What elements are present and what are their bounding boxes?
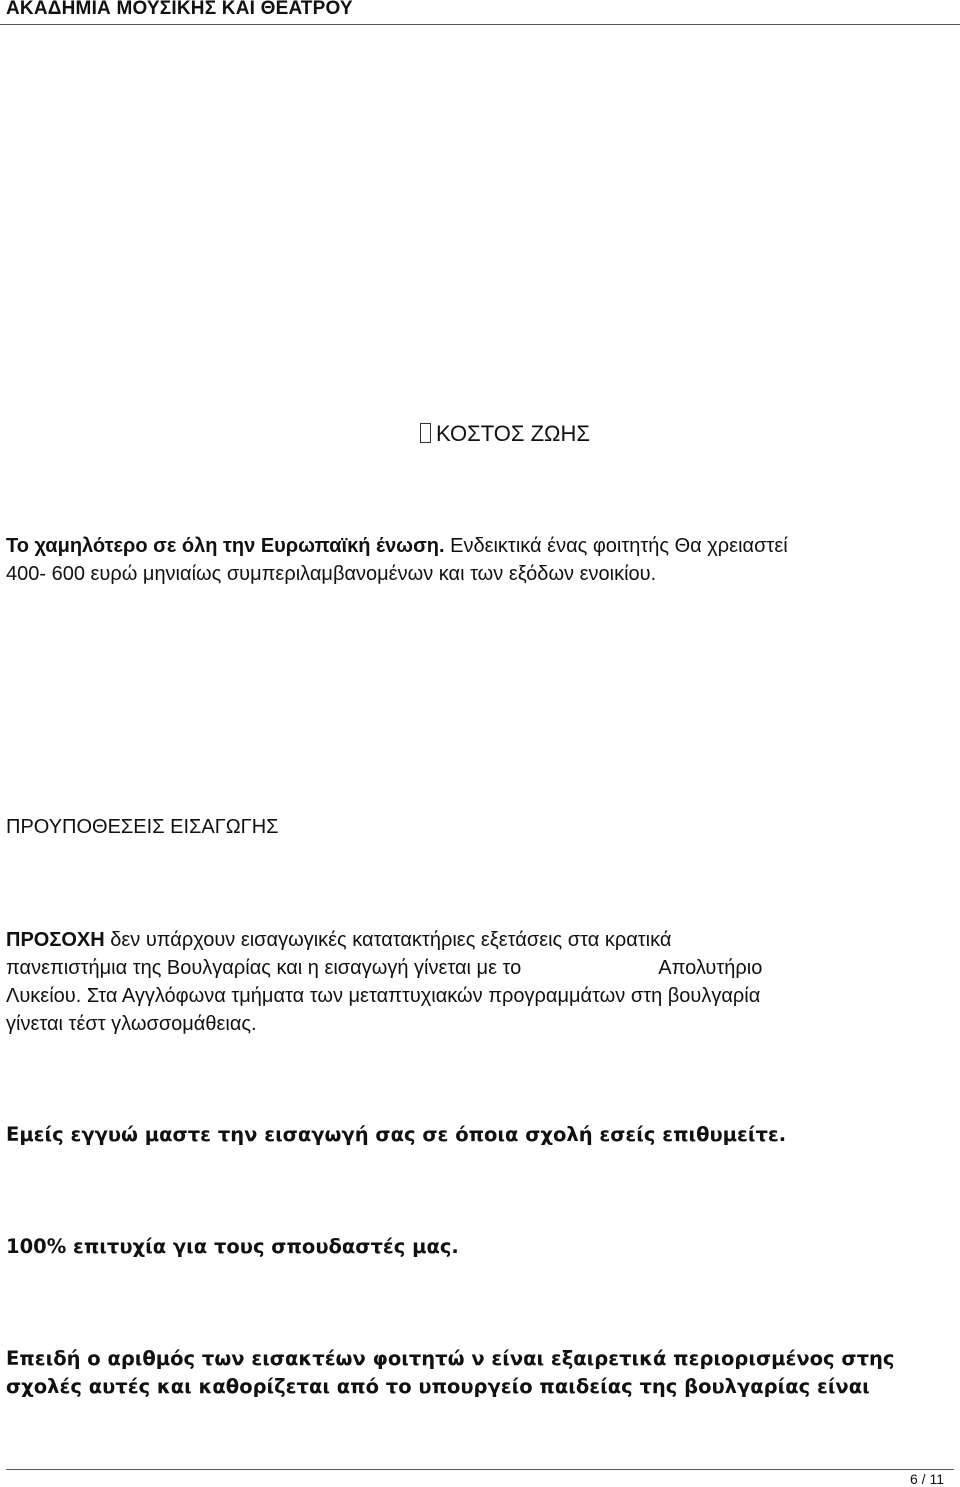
admission-limit-line-2: σχολές αυτές και καθορίζεται από το υπουργείο παιδείας της βουλγαρίας είναι bbox=[6, 1375, 870, 1398]
attention-line-2-end: Απολυτήριο bbox=[658, 957, 763, 979]
admission-requirements-heading: ΠΡΟΥΠΟΘΕΣΕΙΣ ΕΙΣΑΓΩΓΗΣ bbox=[6, 816, 279, 838]
cost-paragraph-line-2: 400- 600 ευρώ μηνιαίως συμπεριλαμβανομένων και των εξόδων ενοικίου. bbox=[6, 563, 657, 585]
cost-of-living-heading-text: ΚΟΣΤΟΣ ΖΩΗΣ bbox=[436, 421, 590, 446]
page-number: 6 / 11 bbox=[910, 1471, 944, 1487]
success-statement: 100% επιτυχία για τους σπουδαστές μας. bbox=[6, 1235, 459, 1258]
attention-line-1-text: δεν υπάρχουν εισαγωγικές κατατακτήριες εξετάσεις στα κρατικά bbox=[104, 929, 672, 951]
attention-line-2 bbox=[6, 954, 956, 982]
cost-paragraph-bold-lead: Το χαμηλότερο σε όλη την Ευρωπαϊκή ένωση. bbox=[6, 535, 445, 557]
footer-divider bbox=[6, 1469, 954, 1470]
missing-glyph-icon bbox=[420, 423, 431, 443]
document-header-title: ΑΚΑΔΗΜΙΑ ΜΟΥΣΙΚΗΣ ΚΑΙ ΘΕΑΤΡΟΥ bbox=[6, 0, 353, 19]
attention-line-1 bbox=[6, 926, 956, 954]
attention-bold-lead: ΠΡΟΣΟΧΗ bbox=[6, 929, 105, 951]
cost-of-living-paragraph bbox=[6, 532, 956, 588]
admission-limit-line-1: Επειδή ο αριθμός των εισακτέων φοιτητώ ν είναι εξαιρετικά περιορισμένος στης bbox=[6, 1347, 895, 1370]
cost-paragraph-line-1-text: Ενδεικτικά ένας φοιτητής Θα χρειαστεί bbox=[444, 535, 788, 557]
attention-paragraph bbox=[6, 926, 956, 1038]
header-divider bbox=[0, 24, 960, 25]
cost-of-living-heading bbox=[420, 421, 590, 447]
attention-line-4: γίνεται τέστ γλωσσομάθειας. bbox=[6, 1013, 257, 1035]
cost-paragraph-line-1 bbox=[6, 532, 956, 560]
admission-limit-paragraph bbox=[6, 1345, 956, 1401]
attention-line-3: Λυκείου. Στα Αγγλόφωνα τμήματα των μεταπτυχιακών προγραμμάτων στη βουλγαρία bbox=[6, 985, 761, 1007]
guarantee-statement: Εμείς εγγυώ μαστε την εισαγωγή σας σε όποια σχολή εσείς επιθυμείτε. bbox=[6, 1123, 787, 1146]
attention-line-2-text: πανεπιστήμια της Βουλγαρίας και η εισαγωγή γίνεται με το bbox=[6, 957, 522, 979]
